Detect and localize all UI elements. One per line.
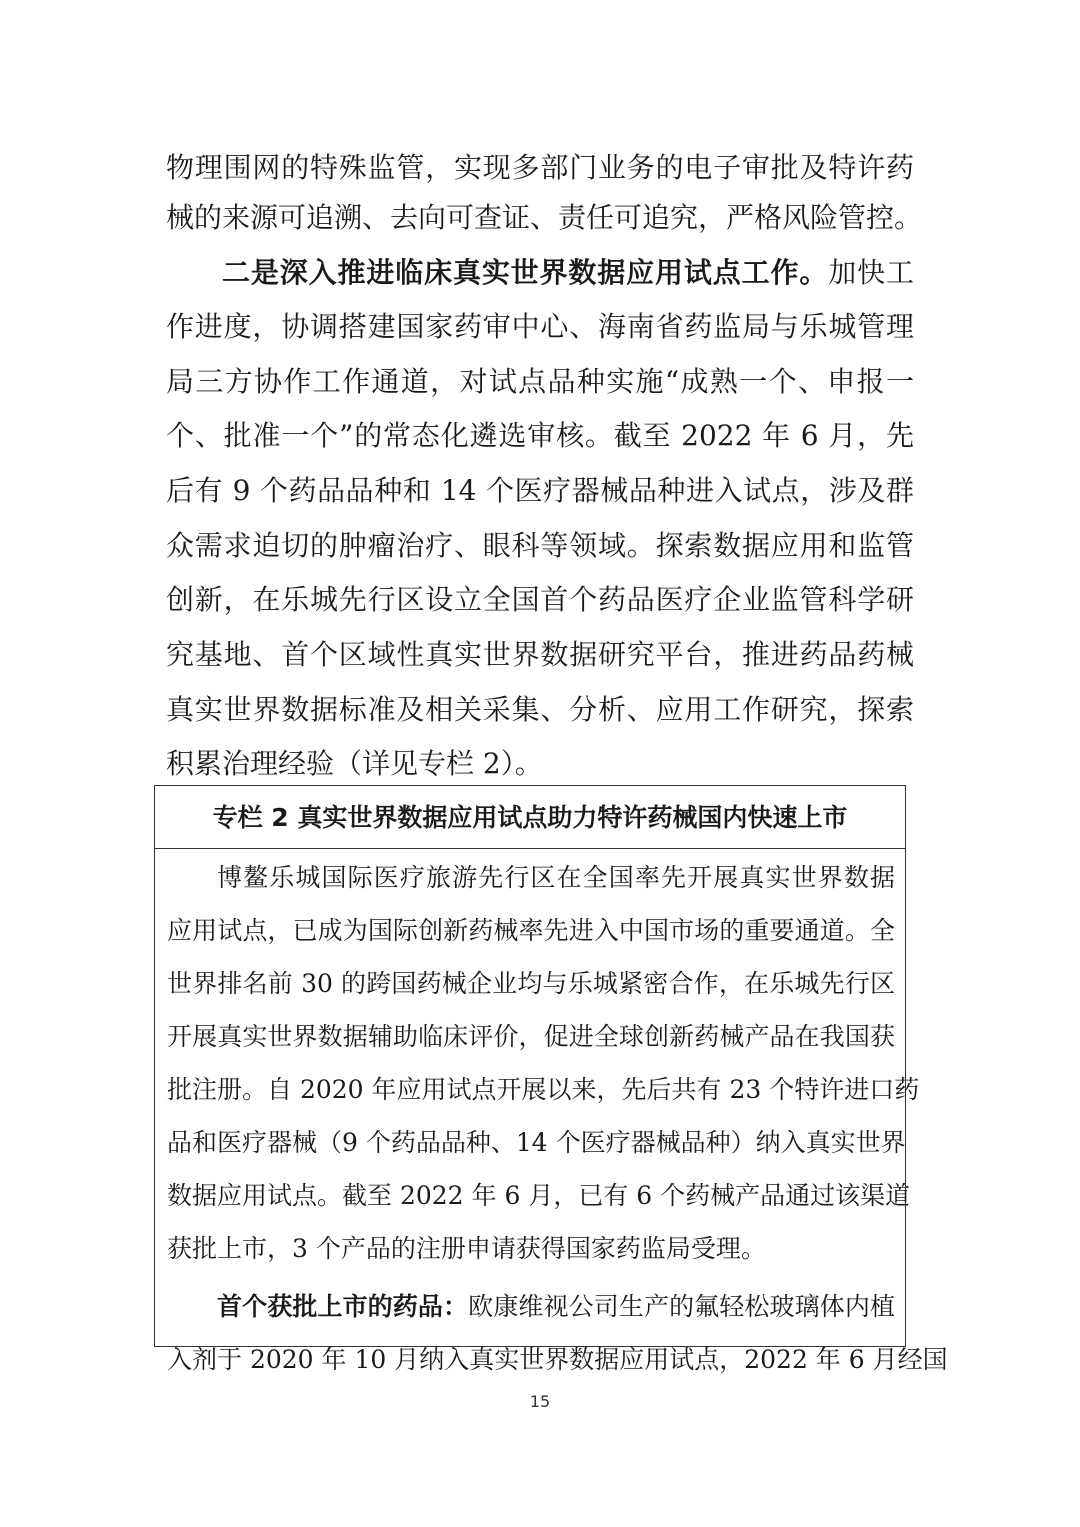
box-line: 世界排名前 30 的跨国药械企业均与乐城紧密合作，在乐城先行区	[167, 969, 895, 998]
column-box-title: 专栏 2 真实世界数据应用试点助力特许药械国内快速上市	[212, 803, 848, 832]
body-line: 究基地、首个区域性真实世界数据研究平台，推进药品药械	[166, 638, 914, 671]
box-line: 开展真实世界数据辅助临床评价，促进全球创新药械产品在我国获	[167, 1022, 895, 1051]
box-line: 应用试点，已成为国际创新药械率先进入中国市场的重要通道。全	[167, 916, 895, 945]
box-line: 获批上市，3 个产品的注册申请获得国家药监局受理。	[167, 1234, 766, 1263]
box-paragraph-2-first-line	[217, 1288, 895, 1326]
body-line: 械的来源可追溯、去向可查证、责任可追究，严格风险管控。	[166, 201, 923, 234]
body-paragraph-2-first-line	[222, 253, 914, 293]
box-line: 批注册。自 2020 年应用试点开展以来，先后共有 23 个特许进口药	[167, 1075, 920, 1104]
body-line: 创新，在乐城先行区设立全国首个药品医疗企业监管科学研	[166, 583, 914, 616]
body-line: 积累治理经验（详见专栏 2）。	[166, 747, 543, 780]
column-box	[154, 785, 948, 1374]
paragraph-lead-bold: 二是深入推进临床真实世界数据应用试点工作。	[222, 256, 829, 289]
body-line: 后有 9 个药品品种和 14 个医疗器械品种进入试点，涉及群	[166, 474, 914, 507]
box-line: 入剂于 2020 年 10 月纳入真实世界数据应用试点，2022 年 6 月经国	[167, 1345, 948, 1374]
body-line: 真实世界数据标准及相关采集、分析、应用工作研究，探索	[166, 693, 914, 726]
body-line: 众需求迫切的肿瘤治疗、眼科等领域。探索数据应用和监管	[166, 529, 914, 562]
body-line: 个、批准一个”的常态化遴选审核。截至 2022 年 6 月，先	[166, 419, 914, 452]
box-paragraph-lead-bold: 首个获批上市的药品：	[217, 1292, 469, 1321]
column-box-divider	[155, 848, 905, 849]
box-line: 博鳌乐城国际医疗旅游先行区在全国率先开展真实世界数据	[217, 863, 895, 892]
paragraph-lead-rest: 加快工	[828, 256, 914, 289]
body-line: 局三方协作工作通道，对试点品种实施“成熟一个、申报一	[166, 365, 914, 398]
page-number: 15	[529, 1392, 551, 1411]
box-line: 数据应用试点。截至 2022 年 6 月，已有 6 个药械产品通过该渠道	[167, 1181, 911, 1210]
box-line: 品和医疗器械（9 个药品品种、14 个医疗器械品种）纳入真实世界	[167, 1128, 906, 1157]
body-line: 物理围网的特殊监管，实现多部门业务的电子审批及特许药	[166, 151, 914, 184]
body-line: 作进度，协调搭建国家药审中心、海南省药监局与乐城管理	[166, 310, 914, 343]
box-paragraph-lead-rest: 欧康维视公司生产的氟轻松玻璃体内植	[468, 1292, 895, 1321]
